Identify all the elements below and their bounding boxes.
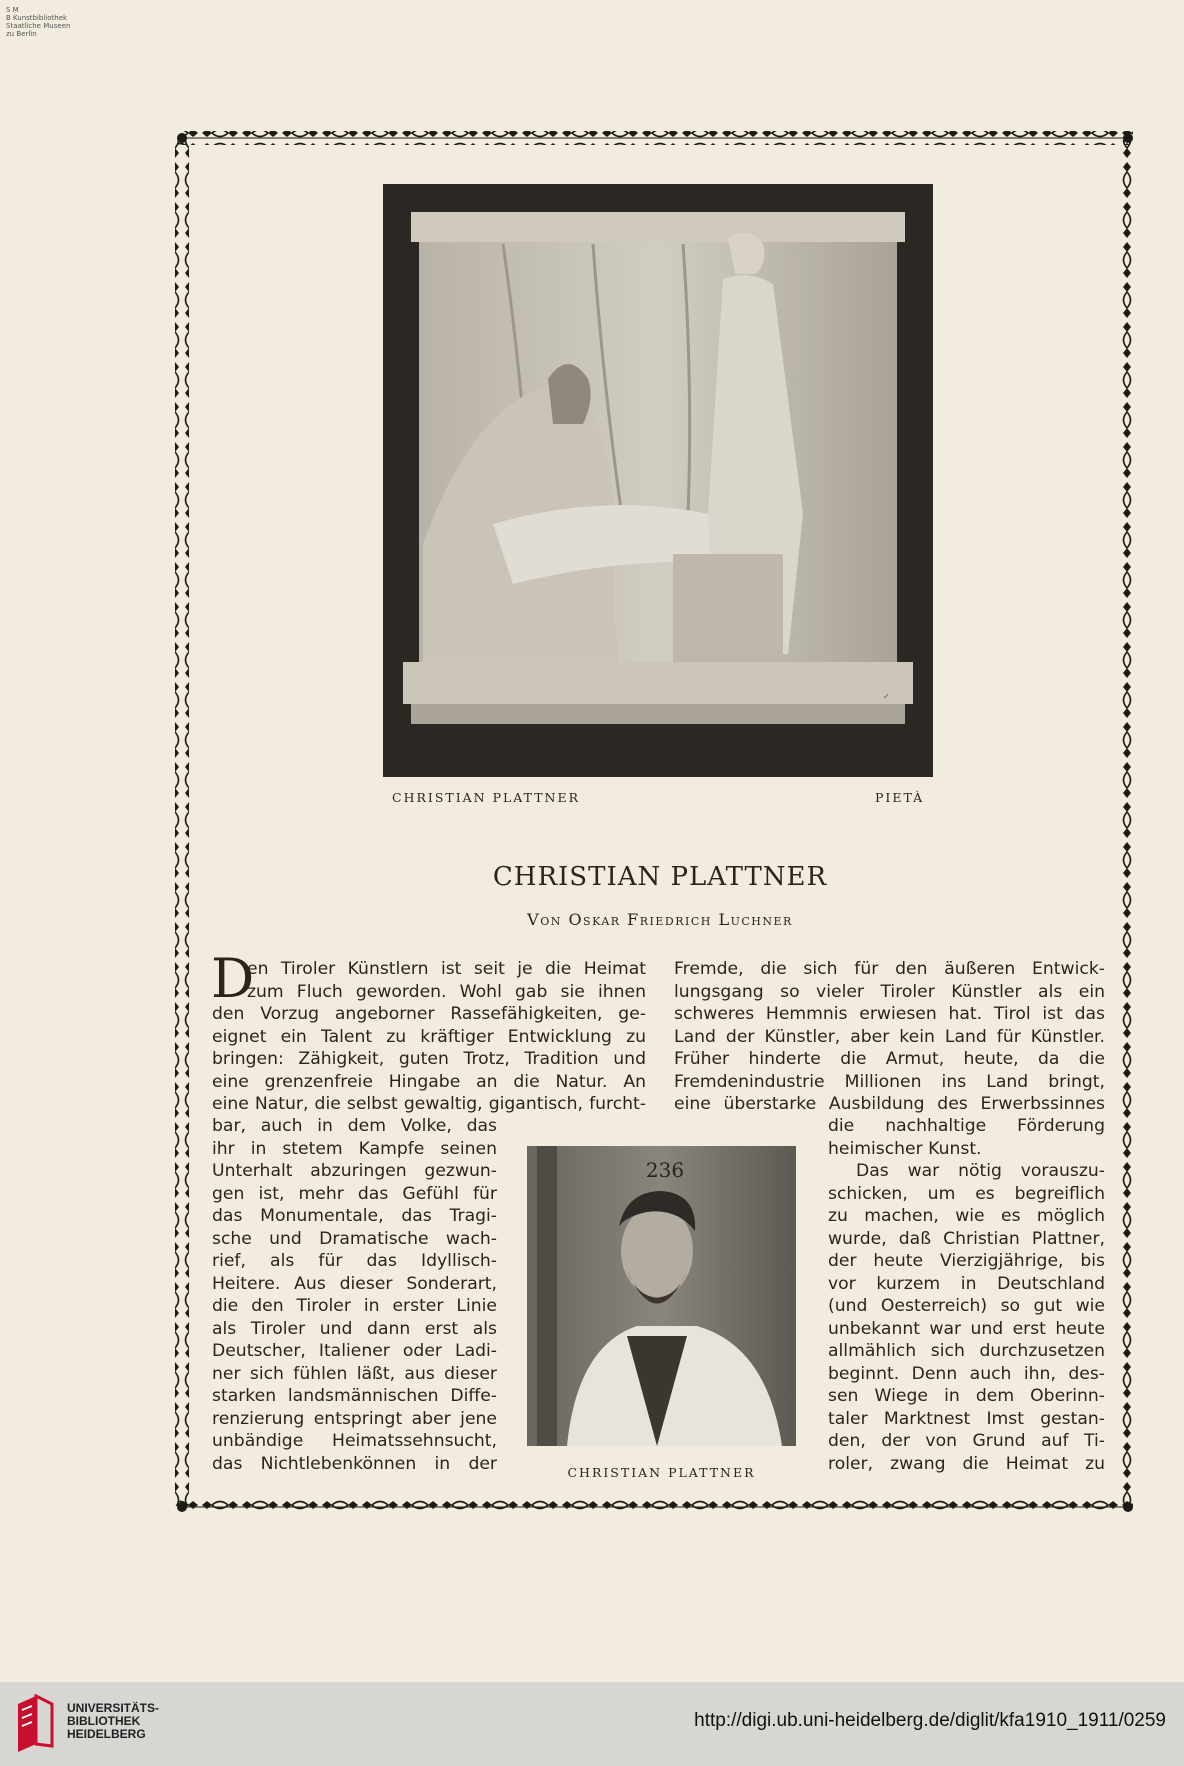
text-line: zum Fluch geworden. Wohl gab sie ihnen [247,981,646,1002]
drop-cap: D [211,947,255,1010]
text-line: lungsgang so vieler Tiroler Künstler als ein [674,981,1105,1002]
text-line: schweres Hemmnis erwiesen hat. Tirol ist das [674,1004,1105,1024]
page-number: 236 [645,1158,685,1182]
library-name-line: BIBLIOTHEK [67,1714,141,1728]
text-line: sen Wiege in dem Oberinn- [828,1386,1105,1406]
text-line: den Vorzug angeborner Rassefähigkeiten, ge- [212,1004,646,1024]
portrait-photograph [527,1146,796,1446]
pieta-caption-title: PIETÀ [875,790,925,805]
text-line: unbekannt war und erst heute [828,1318,1105,1339]
stamp-line: zu Berlin [6,30,37,38]
text-line: (und Oesterreich) so gut wie [828,1296,1105,1316]
portrait-caption: CHRISTIAN PLATTNER [567,1465,756,1480]
text-line: schicken, um es begreiflich [828,1183,1105,1204]
text-line: heimischer Kunst. [828,1138,982,1159]
text-line: bringen: Zähigkeit, guten Trotz, Tradition und [212,1049,646,1069]
text-line: eignet ein Talent zu kräftiger Entwicklung zu [212,1026,646,1047]
text-line: Fremde, die sich für den äußeren Entwick- [674,959,1105,979]
text-line: Fremdenindustrie Millionen ins Land bringt, [674,1071,1105,1092]
text-line: eine überstarke Ausbildung des Erwerbssinnes [674,1094,1105,1114]
text-line: als Tiroler und dann erst als [212,1318,497,1339]
text-line: rief, als für das Idyllisch- [212,1251,497,1271]
text-line: sche und Dramatische wach- [212,1228,497,1249]
library-name [67,1702,159,1741]
column-right-top [674,958,1105,1116]
text-line: die den Tiroler in erster Linie [212,1296,497,1316]
svg-text:✓: ✓ [883,692,890,701]
text-line: roler, zwang die Heimat zu [828,1453,1105,1474]
text-line: beginnt. Denn auch ihn, des- [828,1363,1105,1384]
text-line: den, der von Grund auf Ti- [828,1431,1105,1451]
text-line: ner sich fühlen läßt, aus dieser [212,1363,497,1384]
stamp-line: B Kunstbibliothek [6,14,68,22]
text-line: en Tiroler Künstlern ist seit je die Heimat [247,959,646,979]
pieta-photograph [383,184,933,777]
text-line: bar, auch in dem Volke, das [212,1116,497,1136]
text-line: Land der Künstler, aber kein Land für Künstler. [674,1026,1105,1047]
text-line: wurde, daß Christian Plattner, [828,1228,1105,1249]
stamp-line: S M [6,6,19,14]
text-line: Heitere. Aus dieser Sonderart, [212,1273,497,1294]
text-line: allmählich sich durchzusetzen [828,1341,1105,1361]
text-line: Unterhalt abzuringen gezwun- [212,1161,497,1181]
text-line: der heute Vierzigjährige, bis [828,1251,1105,1271]
text-line: das Nichtlebenkönnen in der [212,1453,497,1474]
text-line: starken landsmännischen Diffe- [212,1386,497,1406]
column-left-top [212,1003,646,1116]
text-line: zu machen, wie es möglich [828,1206,1105,1226]
library-name-line: UNIVERSITÄTS- [67,1701,160,1715]
pieta-caption-artist: CHRISTIAN PLATTNER [392,790,581,805]
text-line: eine grenzenfreie Hingabe an die Natur. An [212,1071,646,1092]
text-line: das Monumentale, das Tragi- [212,1206,497,1226]
text-line: Früher hinderte die Armut, heute, da die [674,1049,1105,1069]
text-line: renzierung entspringt aber jene [212,1408,497,1429]
article-byline: Von Oskar Friedrich Luchner [527,910,793,929]
library-name-line: HEIDELBERG [67,1727,146,1741]
stamp-line: Staatliche Museen [6,22,71,30]
text-line: Deutscher, Italiener oder Ladi- [212,1341,497,1361]
university-library-logo-icon [12,1694,58,1754]
digitization-footer [0,1682,1184,1766]
text-line: eine Natur, die selbst gewaltig, gigantisch, furcht- [212,1094,646,1114]
text-line: gen ist, mehr das Gefühl für [212,1183,497,1204]
article-title: CHRISTIAN PLATTNER [492,862,828,892]
text-line: unbändige Heimatssehnsucht, [212,1431,497,1451]
text-line: die nachhaltige Förderung [828,1116,1105,1136]
source-url-link[interactable]: http://digi.ub.uni-heidelberg.de/diglit/kfa1910_1911/0259 [694,1710,1166,1731]
text-line: Das war nötig vorauszu- [856,1161,1105,1181]
text-line: vor kurzem in Deutschland [828,1273,1105,1294]
column-left-top-indented [247,958,646,1003]
text-line: taler Marktnest Imst gestan- [828,1408,1105,1429]
text-line: ihr in stetem Kampfe seinen [212,1138,497,1159]
